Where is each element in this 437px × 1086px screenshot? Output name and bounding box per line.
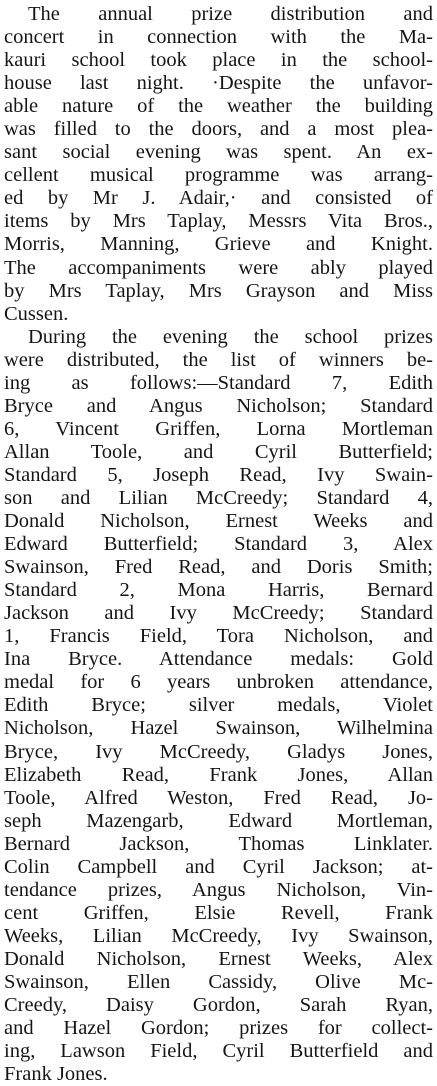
text-line: able nature of the weather the building — [4, 95, 433, 118]
text-line: concert in connection with the Ma- — [4, 26, 433, 49]
text-line: Standard 5, Joseph Read, Ivy Swain- — [4, 463, 433, 486]
article-paragraph-concert — [4, 3, 433, 326]
text-line: Cussen. — [4, 302, 69, 325]
text-line: medal for 6 years unbroken attendance, — [4, 671, 433, 694]
text-line: Donald Nicholson, Ernest Weeks, Alex — [4, 947, 433, 970]
text-line: ing, Lawson Field, Cyril Butterfield and — [4, 1040, 433, 1063]
text-line: Colin Campbell and Cyril Jackson; at- — [4, 855, 433, 878]
text-line: Bernard Jackson, Thomas Linklater. — [4, 832, 433, 855]
text-line: son and Lilian McCreedy; Standard 4, — [4, 486, 433, 509]
text-line: The annual prize distribution and — [28, 3, 433, 25]
text-line: Allan Toole, and Cyril Butterfield; — [4, 440, 433, 463]
text-line: Edith Bryce; silver medals, Violet — [4, 694, 433, 717]
text-line: 6, Vincent Griffen, Lorna Mortleman — [4, 417, 433, 440]
text-line: The accompaniments were ably played — [4, 256, 433, 279]
text-line: items by Mrs Taplay, Messrs Vita Bros., — [4, 210, 433, 233]
text-line: Creedy, Daisy Gordon, Sarah Ryan, — [4, 994, 433, 1017]
text-line: Weeks, Lilian McCreedy, Ivy Swainson, — [4, 924, 433, 947]
text-line: Bryce, Ivy McCreedy, Gladys Jones, — [4, 740, 433, 763]
text-line: Ina Bryce. Attendance medals: Gold — [4, 648, 433, 671]
text-line: tendance prizes, Angus Nicholson, Vin- — [4, 878, 433, 901]
text-line: cellent musical programme was arrang- — [4, 164, 433, 187]
text-line: Bryce and Angus Nicholson; Standard — [4, 394, 433, 417]
article-paragraph-prize-list — [4, 326, 433, 1086]
text-line: seph Mazengarb, Edward Mortleman, — [4, 809, 433, 832]
text-line: sant social evening was spent. An ex- — [4, 141, 433, 164]
text-line: Swainson, Ellen Cassidy, Olive Mc- — [4, 970, 433, 993]
text-line: Jackson and Ivy McCreedy; Standard — [4, 602, 433, 625]
text-line: Donald Nicholson, Ernest Weeks and — [4, 510, 433, 533]
text-line: and Hazel Gordon; prizes for collect- — [4, 1017, 433, 1040]
text-line: Swainson, Fred Read, and Doris Smith; — [4, 556, 433, 579]
text-line: ed by Mr J. Adair,· and consisted of — [4, 187, 433, 210]
text-line: Edward Butterfield; Standard 3, Alex — [4, 533, 433, 556]
text-line: Morris, Manning, Grieve and Knight. — [4, 233, 433, 256]
text-line: Standard 2, Mona Harris, Bernard — [4, 579, 433, 602]
text-line: cent Griffen, Elsie Revell, Frank — [4, 901, 433, 924]
text-line: kauri school took place in the school- — [4, 49, 433, 72]
text-line: house last night. ·Despite the unfavor- — [4, 72, 433, 95]
text-line: by Mrs Taplay, Mrs Grayson and Miss — [4, 279, 433, 302]
text-line: Elizabeth Read, Frank Jones, Allan — [4, 763, 433, 786]
text-line: During the evening the school prizes — [28, 325, 433, 348]
text-line: 1, Francis Field, Tora Nicholson, and — [4, 625, 433, 648]
text-line: Frank Jones. — [4, 1063, 108, 1086]
text-line: Toole, Alfred Weston, Fred Read, Jo- — [4, 786, 433, 809]
text-line: Nicholson, Hazel Swainson, Wilhelmina — [4, 717, 433, 740]
text-line: were distributed, the list of winners be- — [4, 348, 433, 371]
text-line: ing as follows:—Standard 7, Edith — [4, 371, 433, 394]
text-line: was filled to the doors, and a most plea- — [4, 118, 433, 141]
